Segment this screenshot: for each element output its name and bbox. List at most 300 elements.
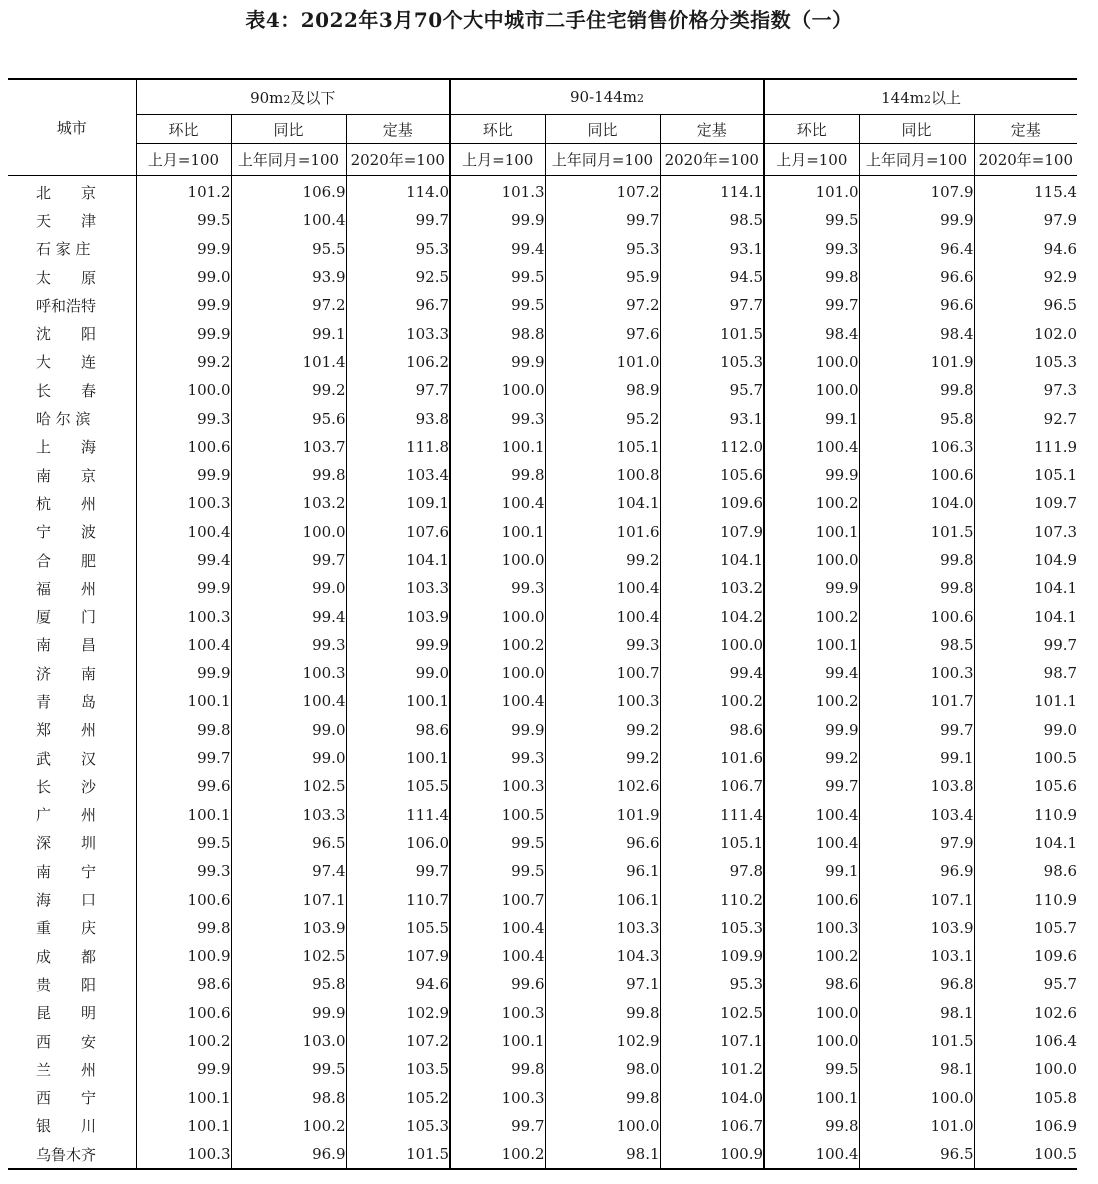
table-row [8, 461, 1077, 489]
index-value: 109.9 [660, 942, 764, 970]
base-label-fixed: 2020年=100 [346, 144, 450, 176]
index-value: 100.0 [187, 381, 231, 400]
index-value: 100.6 [187, 1003, 231, 1022]
index-value: 100.3 [545, 687, 660, 715]
index-value: 100.4 [231, 206, 346, 234]
index-value: 100.3 [859, 659, 974, 687]
index-value: 99.8 [450, 461, 545, 489]
city-name: 西 安 [8, 1027, 136, 1055]
index-value: 99.2 [764, 744, 859, 772]
city-name: 上 海 [8, 433, 136, 461]
city-name: 西 宁 [8, 1084, 136, 1112]
index-value: 95.8 [859, 404, 974, 432]
index-value: 100.1 [764, 631, 859, 659]
index-value: 103.3 [231, 801, 346, 829]
index-value: 100.3 [450, 772, 545, 800]
index-value: 99.3 [450, 574, 545, 602]
base-label-mom: 上月=100 [136, 144, 231, 176]
index-value: 107.9 [346, 942, 450, 970]
index-value: 100.3 [136, 1140, 231, 1169]
city-name: 宁 波 [8, 518, 136, 546]
index-value: 98.8 [450, 319, 545, 347]
table-row [8, 631, 1077, 659]
index-value: 100.0 [231, 518, 346, 546]
index-value: 93.1 [660, 404, 764, 432]
index-value: 99.8 [859, 376, 974, 404]
index-value: 101.5 [859, 518, 974, 546]
index-value: 106.7 [660, 772, 764, 800]
index-value: 100.4 [231, 687, 346, 715]
table-row [8, 291, 1077, 319]
index-value: 100.4 [764, 801, 859, 829]
index-value: 97.9 [859, 829, 974, 857]
index-value: 105.8 [974, 1084, 1077, 1112]
city-name: 石 家 庄 [8, 235, 136, 263]
subheader-mom: 环比 [136, 115, 231, 144]
index-value: 99.9 [859, 206, 974, 234]
index-value: 100.0 [974, 1055, 1077, 1083]
index-value: 99.4 [197, 551, 231, 569]
index-value: 100.0 [764, 999, 859, 1027]
index-value: 100.1 [764, 1084, 859, 1112]
index-value: 102.5 [231, 942, 346, 970]
index-value: 105.3 [974, 348, 1077, 376]
index-value: 99.8 [450, 1055, 545, 1083]
city-name: 乌鲁木齐 [8, 1140, 136, 1169]
index-value: 100.0 [764, 546, 859, 574]
table-row [8, 404, 1077, 432]
index-value: 96.4 [859, 235, 974, 263]
index-value: 100.0 [764, 1027, 859, 1055]
index-value: 111.9 [974, 433, 1077, 461]
index-value: 97.8 [660, 857, 764, 885]
index-value: 99.0 [974, 716, 1077, 744]
index-value: 102.0 [974, 319, 1077, 347]
table-row [8, 1055, 1077, 1083]
index-value: 99.2 [545, 546, 660, 574]
index-value: 106.9 [974, 1112, 1077, 1140]
index-value: 112.0 [660, 433, 764, 461]
index-value: 95.3 [660, 970, 764, 998]
index-value: 100.3 [187, 607, 231, 626]
index-value: 100.2 [231, 1112, 346, 1140]
index-value: 99.3 [197, 862, 231, 881]
index-value: 101.2 [187, 183, 231, 202]
index-value: 95.9 [545, 263, 660, 291]
city-name: 大 连 [8, 348, 136, 376]
index-value: 99.3 [545, 631, 660, 659]
city-name: 长 沙 [8, 772, 136, 800]
city-name: 北 京 [8, 176, 136, 207]
index-value: 98.6 [764, 970, 859, 998]
index-value: 99.1 [764, 857, 859, 885]
index-value: 95.8 [231, 970, 346, 998]
index-value: 99.8 [197, 918, 231, 937]
index-value: 100.5 [450, 801, 545, 829]
city-name: 太 原 [8, 263, 136, 291]
index-value: 101.0 [764, 176, 859, 207]
table-row [8, 744, 1077, 772]
index-value: 99.8 [859, 546, 974, 574]
index-value: 105.2 [346, 1084, 450, 1112]
index-value: 109.6 [660, 489, 764, 517]
table-row [8, 376, 1077, 404]
table-body [8, 176, 1077, 1170]
index-value: 104.1 [974, 574, 1077, 602]
index-value: 93.1 [660, 235, 764, 263]
base-label-mom: 上月=100 [764, 144, 859, 176]
table-row [8, 1084, 1077, 1112]
index-value: 110.9 [974, 801, 1077, 829]
index-value: 104.1 [346, 546, 450, 574]
index-value: 99.9 [450, 348, 545, 376]
city-name: 银 川 [8, 1112, 136, 1140]
index-value: 99.0 [231, 716, 346, 744]
index-value: 100.4 [450, 687, 545, 715]
index-value: 99.7 [231, 546, 346, 574]
city-name: 呼和浩特 [8, 291, 136, 319]
index-value: 98.5 [859, 631, 974, 659]
table-row [8, 235, 1077, 263]
index-value: 99.7 [545, 206, 660, 234]
index-value: 103.2 [660, 574, 764, 602]
index-value: 99.9 [450, 716, 545, 744]
table-row [8, 914, 1077, 942]
index-value: 98.6 [974, 857, 1077, 885]
table-row [8, 999, 1077, 1027]
subheader-mom: 环比 [764, 115, 859, 144]
index-value: 97.4 [231, 857, 346, 885]
index-value: 100.2 [450, 1140, 545, 1169]
city-name: 福 州 [8, 574, 136, 602]
index-value: 101.5 [859, 1027, 974, 1055]
index-value: 100.9 [187, 947, 231, 966]
group-header-medium: 90-144m 2 [450, 79, 764, 115]
price-index-table [8, 78, 1077, 1170]
index-value: 103.9 [346, 602, 450, 630]
index-value: 96.9 [231, 1140, 346, 1169]
index-value: 111.8 [346, 433, 450, 461]
index-value: 97.6 [545, 319, 660, 347]
city-name: 青 岛 [8, 687, 136, 715]
index-value: 101.2 [660, 1055, 764, 1083]
index-value: 105.1 [974, 461, 1077, 489]
index-value: 103.5 [346, 1055, 450, 1083]
table-row [8, 687, 1077, 715]
index-value: 100.4 [764, 433, 859, 461]
index-value: 103.7 [231, 433, 346, 461]
index-value: 99.8 [231, 461, 346, 489]
index-value: 100.5 [974, 744, 1077, 772]
city-name: 厦 门 [8, 602, 136, 630]
index-value: 110.7 [346, 885, 450, 913]
city-name: 济 南 [8, 659, 136, 687]
index-value: 107.9 [859, 176, 974, 207]
index-value: 100.5 [974, 1140, 1077, 1169]
index-value: 95.7 [660, 376, 764, 404]
index-value: 103.1 [859, 942, 974, 970]
index-value: 100.0 [450, 546, 545, 574]
city-name: 沈 阳 [8, 319, 136, 347]
index-value: 100.3 [764, 914, 859, 942]
index-value: 97.3 [974, 376, 1077, 404]
index-value: 107.1 [660, 1027, 764, 1055]
index-value: 110.2 [660, 885, 764, 913]
index-value: 99.2 [231, 376, 346, 404]
index-value: 109.7 [974, 489, 1077, 517]
index-value: 107.1 [231, 885, 346, 913]
index-value: 99.4 [660, 659, 764, 687]
table-row [8, 801, 1077, 829]
index-value: 97.2 [231, 291, 346, 319]
index-value: 95.7 [974, 970, 1077, 998]
index-value: 101.3 [450, 176, 545, 207]
index-value: 104.1 [974, 829, 1077, 857]
index-value: 109.1 [346, 489, 450, 517]
index-value: 99.6 [450, 970, 545, 998]
index-value: 100.4 [450, 489, 545, 517]
index-value: 99.7 [974, 631, 1077, 659]
table-row [8, 970, 1077, 998]
index-value: 102.9 [346, 999, 450, 1027]
index-value: 107.3 [974, 518, 1077, 546]
city-name: 长 春 [8, 376, 136, 404]
subheader-mom: 环比 [450, 115, 545, 144]
index-value: 99.7 [197, 749, 231, 768]
index-value: 98.4 [764, 319, 859, 347]
index-value: 107.2 [346, 1027, 450, 1055]
index-value: 99.6 [197, 777, 231, 796]
index-value: 96.5 [974, 291, 1077, 319]
city-name: 重 庆 [8, 914, 136, 942]
subheader-fixed-base: 定基 [346, 115, 450, 144]
index-value: 100.2 [450, 631, 545, 659]
table-header [8, 79, 1077, 176]
index-value: 95.3 [346, 235, 450, 263]
index-value: 106.0 [346, 829, 450, 857]
city-name: 武 汉 [8, 744, 136, 772]
index-value: 103.2 [231, 489, 346, 517]
index-value: 106.9 [231, 176, 346, 207]
index-value: 99.4 [764, 659, 859, 687]
index-value: 105.5 [346, 772, 450, 800]
index-value: 99.8 [764, 263, 859, 291]
city-name: 天 津 [8, 206, 136, 234]
index-value: 99.7 [859, 716, 974, 744]
index-value: 100.4 [187, 522, 231, 541]
table-row [8, 319, 1077, 347]
index-value: 99.9 [197, 296, 231, 315]
index-value: 100.1 [450, 1027, 545, 1055]
table-row [8, 716, 1077, 744]
table-row [8, 433, 1077, 461]
index-value: 100.1 [187, 805, 231, 824]
index-value: 100.8 [545, 461, 660, 489]
index-value: 99.0 [231, 744, 346, 772]
index-value: 103.0 [231, 1027, 346, 1055]
table-row [8, 574, 1077, 602]
index-value: 95.5 [231, 235, 346, 263]
index-value: 101.4 [231, 348, 346, 376]
index-value: 99.5 [764, 206, 859, 234]
index-value: 100.1 [346, 687, 450, 715]
index-value: 100.9 [660, 1140, 764, 1169]
city-name: 杭 州 [8, 489, 136, 517]
index-value: 100.3 [450, 999, 545, 1027]
index-value: 99.9 [197, 579, 231, 598]
index-value: 96.9 [859, 857, 974, 885]
index-value: 99.5 [450, 829, 545, 857]
index-value: 98.6 [660, 716, 764, 744]
index-value: 100.4 [764, 829, 859, 857]
index-value: 100.4 [187, 635, 231, 654]
city-name: 海 口 [8, 885, 136, 913]
index-value: 98.6 [346, 716, 450, 744]
index-value: 99.3 [450, 744, 545, 772]
table-row [8, 885, 1077, 913]
index-value: 100.1 [187, 1116, 231, 1135]
index-value: 105.5 [346, 914, 450, 942]
index-value: 102.5 [231, 772, 346, 800]
index-value: 99.9 [231, 999, 346, 1027]
index-value: 97.9 [974, 206, 1077, 234]
city-name: 广 州 [8, 801, 136, 829]
index-value: 99.3 [197, 409, 231, 428]
index-value: 101.7 [859, 687, 974, 715]
city-name: 南 京 [8, 461, 136, 489]
index-value: 99.7 [764, 291, 859, 319]
index-value: 99.0 [346, 659, 450, 687]
index-value: 106.7 [660, 1112, 764, 1140]
table-row [8, 602, 1077, 630]
table-row [8, 489, 1077, 517]
index-value: 99.5 [450, 291, 545, 319]
index-value: 99.2 [545, 716, 660, 744]
index-value: 99.7 [450, 1112, 545, 1140]
index-value: 101.0 [859, 1112, 974, 1140]
index-value: 106.4 [974, 1027, 1077, 1055]
index-value: 100.2 [764, 489, 859, 517]
index-value: 103.9 [231, 914, 346, 942]
index-value: 103.8 [859, 772, 974, 800]
index-value: 100.1 [450, 518, 545, 546]
index-value: 107.9 [660, 518, 764, 546]
index-value: 96.7 [346, 291, 450, 319]
index-value: 100.6 [764, 885, 859, 913]
index-value: 100.2 [764, 942, 859, 970]
index-value: 93.8 [346, 404, 450, 432]
index-value: 99.7 [346, 857, 450, 885]
index-value: 100.3 [450, 1084, 545, 1112]
index-value: 102.6 [974, 999, 1077, 1027]
index-value: 100.0 [859, 1084, 974, 1112]
index-value: 96.6 [859, 291, 974, 319]
index-value: 99.9 [197, 664, 231, 683]
index-value: 114.0 [346, 176, 450, 207]
index-value: 99.1 [231, 319, 346, 347]
table-row [8, 857, 1077, 885]
index-value: 100.6 [859, 461, 974, 489]
base-label-fixed: 2020年=100 [974, 144, 1077, 176]
index-value: 99.2 [197, 352, 231, 371]
group-header-small: 90m 2 及以下 [136, 79, 450, 115]
index-value: 100.0 [450, 376, 545, 404]
index-value: 94.6 [346, 970, 450, 998]
index-value: 105.7 [974, 914, 1077, 942]
index-value: 111.4 [346, 801, 450, 829]
index-value: 106.1 [545, 885, 660, 913]
index-value: 100.0 [660, 631, 764, 659]
city-name: 贵 阳 [8, 970, 136, 998]
index-value: 98.1 [859, 999, 974, 1027]
index-value: 104.2 [660, 602, 764, 630]
index-value: 100.0 [764, 348, 859, 376]
index-value: 115.4 [974, 176, 1077, 207]
index-value: 96.5 [859, 1140, 974, 1169]
index-value: 100.1 [346, 744, 450, 772]
index-value: 94.5 [660, 263, 764, 291]
index-value: 100.4 [450, 914, 545, 942]
index-value: 101.5 [346, 1140, 450, 1169]
city-name: 兰 州 [8, 1055, 136, 1083]
index-value: 99.9 [764, 574, 859, 602]
subheader-yoy: 同比 [231, 115, 346, 144]
index-value: 99.3 [764, 235, 859, 263]
subheader-fixed-base: 定基 [660, 115, 764, 144]
index-value: 98.9 [545, 376, 660, 404]
index-value: 99.9 [450, 206, 545, 234]
index-value: 105.3 [660, 348, 764, 376]
index-value: 109.6 [974, 942, 1077, 970]
index-value: 99.0 [231, 574, 346, 602]
index-value: 101.1 [974, 687, 1077, 715]
index-value: 99.9 [764, 461, 859, 489]
index-value: 106.2 [346, 348, 450, 376]
index-value: 104.1 [660, 546, 764, 574]
index-value: 99.9 [764, 716, 859, 744]
index-value: 99.8 [197, 720, 231, 739]
city-name: 南 宁 [8, 857, 136, 885]
index-value: 100.4 [545, 574, 660, 602]
table-row [8, 829, 1077, 857]
table-row [8, 263, 1077, 291]
city-name: 深 圳 [8, 829, 136, 857]
index-value: 99.9 [197, 1060, 231, 1079]
index-value: 99.5 [231, 1055, 346, 1083]
index-value: 92.5 [346, 263, 450, 291]
index-value: 97.2 [545, 291, 660, 319]
index-value: 100.0 [764, 376, 859, 404]
city-name: 成 都 [8, 942, 136, 970]
index-value: 104.1 [974, 602, 1077, 630]
index-value: 99.0 [197, 268, 231, 287]
index-value: 99.4 [450, 235, 545, 263]
base-label-yoy: 上年同月=100 [545, 144, 660, 176]
index-value: 103.4 [346, 461, 450, 489]
index-value: 99.7 [764, 772, 859, 800]
index-value: 100.2 [660, 687, 764, 715]
table-row [8, 659, 1077, 687]
index-value: 105.6 [974, 772, 1077, 800]
index-value: 105.6 [660, 461, 764, 489]
index-value: 97.1 [545, 970, 660, 998]
index-value: 96.5 [231, 829, 346, 857]
index-value: 100.4 [764, 1140, 859, 1169]
index-value: 114.1 [660, 176, 764, 207]
city-name: 昆 明 [8, 999, 136, 1027]
subheader-yoy: 同比 [859, 115, 974, 144]
index-value: 104.0 [859, 489, 974, 517]
